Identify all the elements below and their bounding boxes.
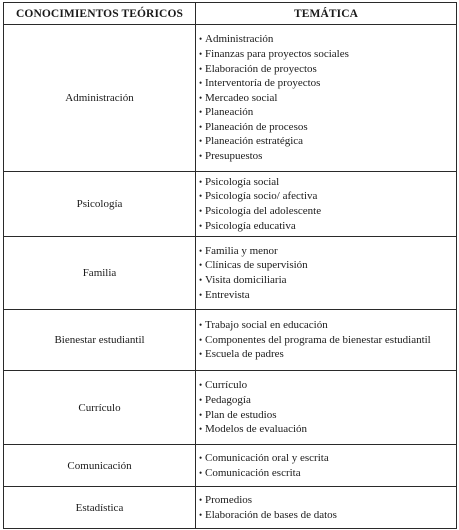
topic-list-item: • Plan de estudios xyxy=(199,408,456,423)
topic-list-item: • Psicología del adolescente xyxy=(199,204,456,219)
knowledge-area-cell: Familia xyxy=(4,237,196,310)
topic-list-item: • Planeación xyxy=(199,105,456,120)
topics-cell xyxy=(196,25,457,172)
topic-list-item: • Trabajo social en educación xyxy=(199,318,456,333)
knowledge-area-cell: Currículo xyxy=(4,371,196,445)
table-row xyxy=(4,25,457,172)
knowledge-area-cell: Bienestar estudiantil xyxy=(4,310,196,371)
topic-list xyxy=(199,244,456,302)
topic-list-item: • Componentes del programa de bienestar estudiantil xyxy=(199,333,456,348)
topic-list-item: • Elaboración de proyectos xyxy=(199,62,456,77)
knowledge-area-cell: Comunicación xyxy=(4,445,196,487)
topic-list-item: • Administración xyxy=(199,32,456,47)
table-body xyxy=(4,25,457,529)
table-row xyxy=(4,487,457,529)
topic-list-item: • Currículo xyxy=(199,378,456,393)
knowledge-area-cell: Psicología xyxy=(4,172,196,237)
topic-list-item: • Entrevista xyxy=(199,288,456,303)
table-row xyxy=(4,371,457,445)
topic-list-item: • Finanzas para proyectos sociales xyxy=(199,47,456,62)
topic-list-item: • Psicología educativa xyxy=(199,219,456,234)
topic-list-item: • Psicología socio/ afectiva xyxy=(199,189,456,204)
topic-list-item: • Comunicación escrita xyxy=(199,466,456,481)
topic-list-item: • Comunicación oral y escrita xyxy=(199,451,456,466)
topic-list-item: • Promedios xyxy=(199,493,456,508)
header-theoretical-knowledge: CONOCIMIENTOS TEÓRICOS xyxy=(4,3,196,25)
topic-list-item: • Visita domiciliaria xyxy=(199,273,456,288)
topic-list-item: • Elaboración de bases de datos xyxy=(199,508,456,523)
table-row xyxy=(4,310,457,371)
topic-list xyxy=(199,175,456,233)
topic-list xyxy=(199,32,456,163)
topic-list-item: • Planeación de procesos xyxy=(199,120,456,135)
topics-cell xyxy=(196,445,457,487)
topic-list-item: • Planeación estratégica xyxy=(199,134,456,149)
topic-list-item: • Familia y menor xyxy=(199,244,456,259)
topic-list-item: • Pedagogía xyxy=(199,393,456,408)
topics-cell xyxy=(196,310,457,371)
table-header-row xyxy=(4,3,457,25)
header-topics: TEMÁTICA xyxy=(196,3,457,25)
topic-list xyxy=(199,451,456,480)
topic-list xyxy=(199,378,456,436)
knowledge-topics-table xyxy=(3,2,457,529)
topic-list-item: • Modelos de evaluación xyxy=(199,422,456,437)
knowledge-area-cell: Estadística xyxy=(4,487,196,529)
table-row xyxy=(4,445,457,487)
topic-list-item: • Mercadeo social xyxy=(199,91,456,106)
topics-cell xyxy=(196,487,457,529)
knowledge-area-cell: Administración xyxy=(4,25,196,172)
topic-list-item: • Clínicas de supervisión xyxy=(199,258,456,273)
topic-list xyxy=(199,493,456,522)
topics-cell xyxy=(196,371,457,445)
table-row xyxy=(4,172,457,237)
table-row xyxy=(4,237,457,310)
topic-list-item: • Psicología social xyxy=(199,175,456,190)
topics-cell xyxy=(196,172,457,237)
topic-list-item: • Interventoría de proyectos xyxy=(199,76,456,91)
topics-cell xyxy=(196,237,457,310)
topic-list-item: • Presupuestos xyxy=(199,149,456,164)
topic-list-item: • Escuela de padres xyxy=(199,347,456,362)
topic-list xyxy=(199,318,456,362)
